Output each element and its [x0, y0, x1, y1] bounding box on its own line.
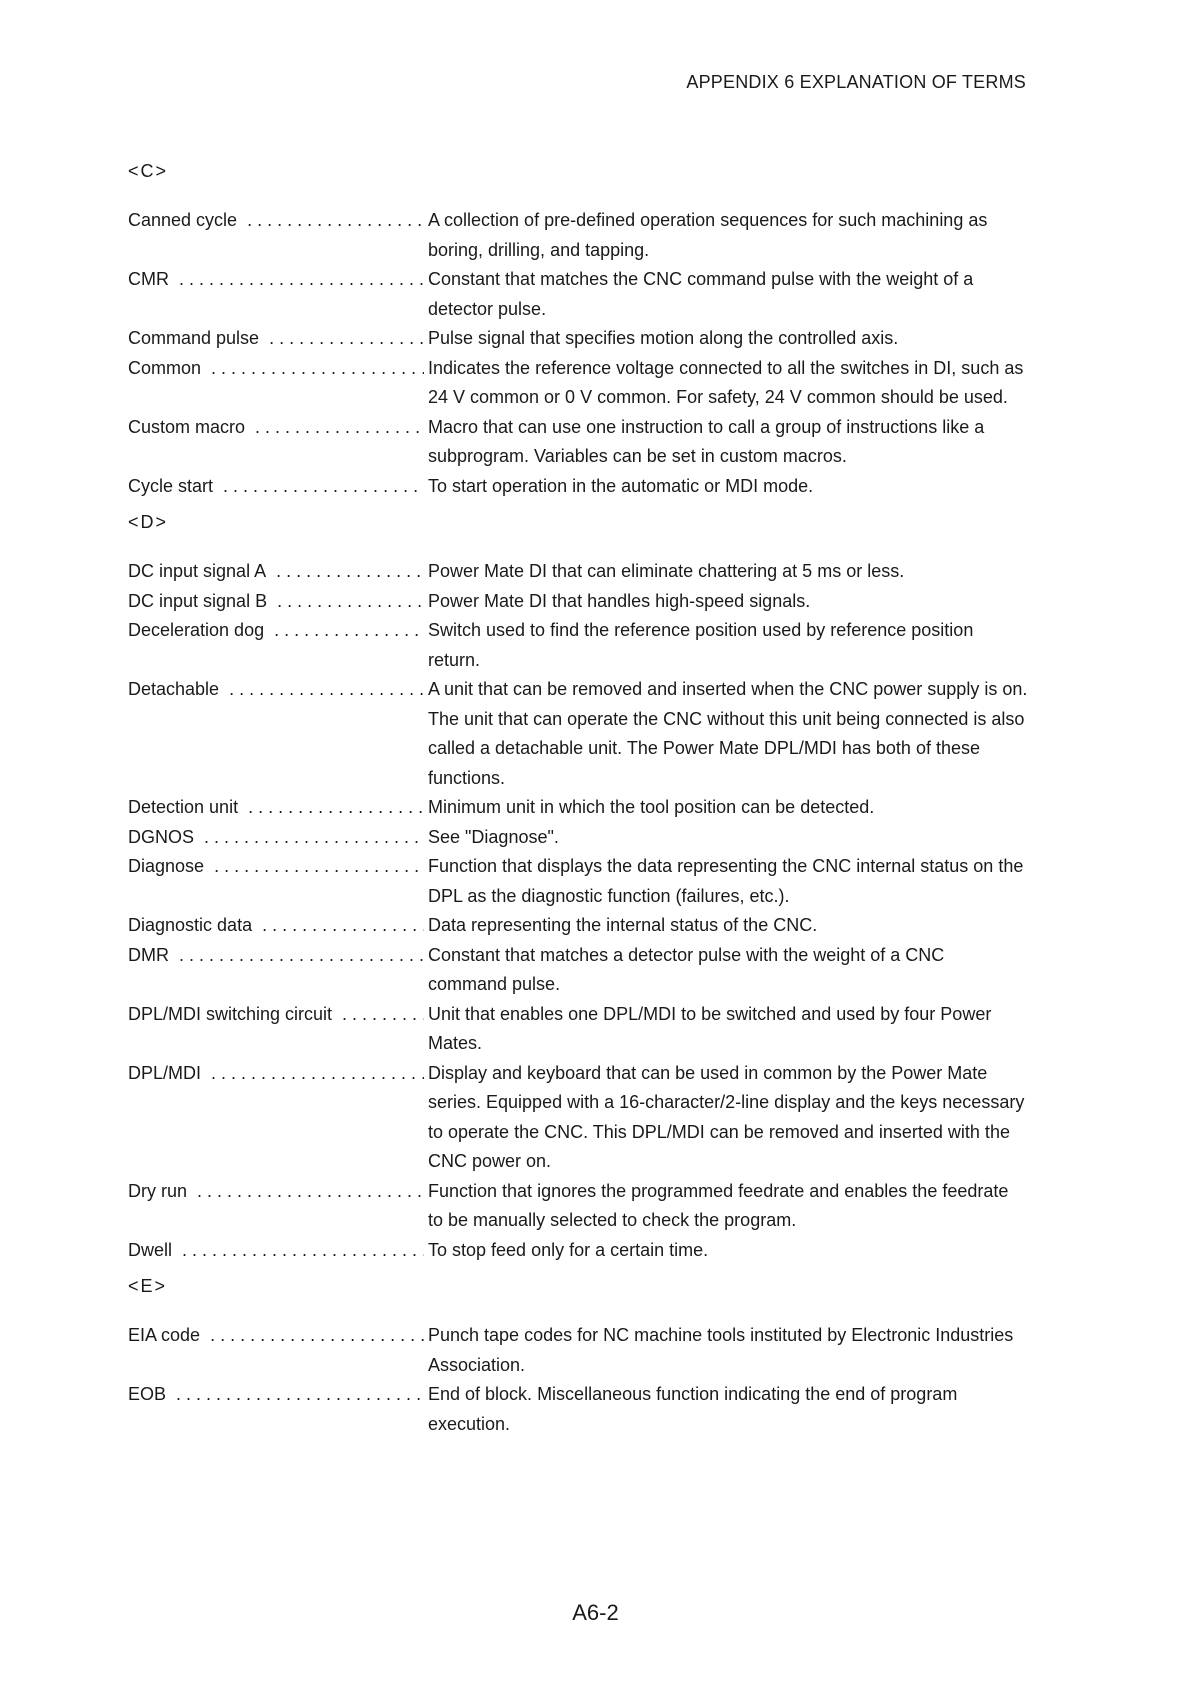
term-label: Detachable: [128, 679, 220, 699]
term-description: Function that ignores the programmed feedrate and enables the feedrate to be manually selected to check the program.: [428, 1180, 1009, 1230]
term-label: DGNOS: [128, 826, 195, 847]
dot-leader: [223, 472, 424, 502]
term-cell: [128, 911, 428, 941]
term-description: Power Mate DI that handles high-speed signals.: [428, 590, 811, 611]
term-label: Detection unit: [128, 797, 239, 817]
term-cell: [128, 852, 428, 882]
dot-leader: [229, 675, 424, 705]
term-label: Diagnose: [128, 856, 205, 876]
term-label: DPL/MDI switching circuit: [128, 1003, 333, 1024]
term-cell: [128, 1177, 428, 1207]
dot-leader: [197, 1177, 424, 1207]
glossary-entry: [128, 616, 1028, 675]
term-label: Canned cycle: [128, 210, 238, 230]
dot-leader: [210, 1321, 424, 1351]
glossary-entry: [128, 1321, 1028, 1380]
glossary-entry: [128, 1059, 1028, 1177]
term-label: Custom macro: [128, 416, 246, 437]
page-number: A6-2: [572, 1600, 619, 1625]
term-description: To stop feed only for a certain time.: [428, 1239, 709, 1260]
term-cell: [128, 823, 428, 853]
glossary-entry: [128, 1000, 1028, 1059]
dot-leader: [204, 823, 424, 853]
term-cell: [128, 1236, 428, 1266]
term-description: To start operation in the automatic or MDI mode.: [428, 475, 814, 496]
term-cell: [128, 793, 428, 823]
term-description: A collection of pre-defined operation sequences for such machining as boring, drilling, and tapping.: [428, 210, 988, 260]
term-description: See "Diagnose".: [428, 826, 559, 847]
dot-leader: [274, 616, 424, 646]
glossary-entry: [128, 793, 1028, 823]
term-label: DC input signal A: [128, 561, 267, 581]
glossary-entry: [128, 911, 1028, 941]
dot-leader: [269, 324, 424, 354]
dot-leader: [211, 1059, 424, 1089]
dot-leader: [214, 852, 424, 882]
dot-leader: [211, 354, 424, 384]
dot-leader: [176, 1380, 424, 1410]
term-cell: [128, 1321, 428, 1351]
term-description: Constant that matches the CNC command pulse with the weight of a detector pulse.: [428, 269, 974, 319]
term-label: Cycle start: [128, 475, 214, 496]
glossary-entry: [128, 413, 1028, 472]
glossary-entry: [128, 675, 1028, 793]
term-label: EIA code: [128, 1325, 201, 1345]
dot-leader: [277, 587, 424, 617]
dot-leader: [276, 557, 424, 587]
term-cell: [128, 1380, 428, 1410]
term-cell: [128, 675, 428, 705]
glossary-entry: [128, 557, 1028, 587]
dot-leader: [179, 941, 424, 971]
dot-leader: [248, 793, 424, 823]
term-cell: [128, 354, 428, 384]
term-cell: [128, 1000, 428, 1030]
term-description: Punch tape codes for NC machine tools instituted by Electronic Industries Association.: [428, 1325, 1014, 1375]
term-label: DC input signal B: [128, 590, 268, 611]
term-cell: [128, 1059, 428, 1089]
term-label: Diagnostic data: [128, 915, 253, 935]
term-label: DPL/MDI: [128, 1062, 202, 1083]
glossary-entry: [128, 206, 1028, 265]
term-cell: [128, 587, 428, 617]
glossary-entry: [128, 941, 1028, 1000]
glossary-section: [128, 160, 1028, 511]
term-description: Unit that enables one DPL/MDI to be switched and used by four Power Mates.: [428, 1003, 992, 1053]
term-description: Indicates the reference voltage connected to all the switches in DI, such as 24 V common or 0 V common. For safety, 24 V common should be used.: [428, 357, 1024, 407]
term-description: Macro that can use one instruction to call a group of instructions like a subprogram. Variables can be set in custom macros.: [428, 416, 985, 466]
glossary-entry: [128, 472, 1028, 502]
glossary-entry: [128, 265, 1028, 324]
glossary-entry: [128, 324, 1028, 354]
term-label: CMR: [128, 269, 169, 289]
glossary-entry: [128, 587, 1028, 617]
term-description: Function that displays the data representing the CNC internal status on the DPL as the diagnostic function (failures, etc.).: [428, 856, 1024, 906]
glossary-entry: [128, 1177, 1028, 1236]
running-header: APPENDIX 6 EXPLANATION OF TERMS: [686, 72, 1026, 92]
term-cell: [128, 941, 428, 971]
term-label: DMR: [128, 944, 169, 965]
term-cell: [128, 557, 428, 587]
glossary-section: [128, 511, 1028, 1275]
glossary-entry: [128, 852, 1028, 911]
term-description: End of block. Miscellaneous function indicating the end of program execution.: [428, 1384, 958, 1434]
glossary-entry: [128, 1380, 1028, 1439]
term-description: Data representing the internal status of the CNC.: [428, 915, 818, 935]
term-description: Minimum unit in which the tool position can be detected.: [428, 797, 875, 817]
glossary-entry: [128, 823, 1028, 853]
dot-leader: [255, 413, 424, 443]
section-heading: <D>: [128, 512, 169, 532]
dot-leader: [179, 265, 424, 295]
term-cell: [128, 206, 428, 236]
term-description: Pulse signal that specifies motion along the controlled axis.: [428, 328, 899, 348]
section-heading: <E>: [128, 1276, 168, 1296]
dot-leader: [262, 911, 424, 941]
glossary: [128, 160, 1028, 1449]
term-cell: [128, 324, 428, 354]
dot-leader: [342, 1000, 424, 1030]
term-description: Power Mate DI that can eliminate chattering at 5 ms or less.: [428, 561, 905, 581]
glossary-entry: [128, 354, 1028, 413]
term-label: Dwell: [128, 1239, 173, 1260]
glossary-entry: [128, 1236, 1028, 1266]
term-cell: [128, 413, 428, 443]
term-label: EOB: [128, 1384, 167, 1404]
term-label: Command pulse: [128, 328, 260, 348]
term-description: Constant that matches a detector pulse with the weight of a CNC command pulse.: [428, 944, 945, 994]
term-label: Deceleration dog: [128, 620, 265, 640]
term-cell: [128, 472, 428, 502]
term-label: Common: [128, 357, 202, 378]
dot-leader: [247, 206, 424, 236]
term-cell: [128, 265, 428, 295]
glossary-section: [128, 1275, 1028, 1449]
dot-leader: [182, 1236, 424, 1266]
section-heading: <C>: [128, 161, 169, 181]
term-description: Switch used to find the reference position used by reference position return.: [428, 620, 974, 670]
term-description: A unit that can be removed and inserted when the CNC power supply is on. The unit that can operate the CNC without this unit being connected is also called a detachable unit. The Power Mate DPL/MDI has both of these functions.: [428, 679, 1028, 788]
term-description: Display and keyboard that can be used in common by the Power Mate series. Equipped with a 16-character/2-line display and the keys necessary to operate the CNC. This DPL/MDI can be removed and inserted with the CNC power on.: [428, 1062, 1025, 1171]
term-label: Dry run: [128, 1180, 188, 1201]
term-cell: [128, 616, 428, 646]
